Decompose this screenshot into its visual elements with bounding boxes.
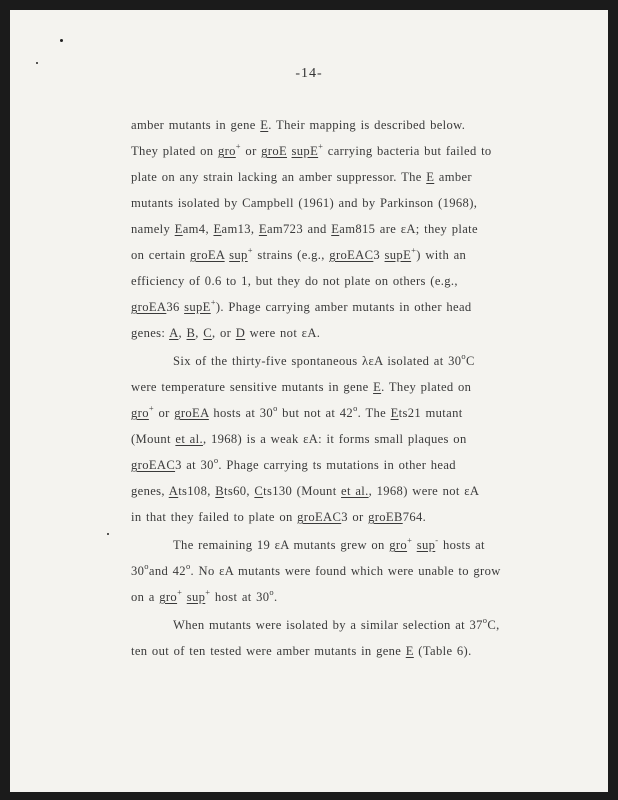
underlined-text: C: [254, 484, 264, 498]
text-span: ts108,: [178, 484, 216, 498]
underlined-text: sup: [229, 248, 248, 262]
text-span: mutants isolated by Campbell (1961) and by Parkinson (1968),: [131, 196, 478, 210]
underlined-text: E: [213, 222, 222, 236]
text-span: ,: [195, 326, 204, 340]
text-span: genes:: [131, 326, 170, 340]
superscript: o: [461, 351, 466, 361]
text-span: hosts at 30: [208, 406, 274, 420]
text-span: or: [154, 406, 175, 420]
superscript: o: [269, 587, 275, 597]
superscript: o: [185, 561, 191, 571]
text-span: 3 or: [341, 510, 369, 524]
text-line: [131, 141, 492, 159]
text-span: (Table 6).: [413, 644, 472, 658]
text-span: on certain: [131, 248, 190, 262]
text-span: (Mount: [131, 432, 176, 446]
text-span: plate on any strain lacking an amber suppressor. The: [131, 170, 427, 184]
text-span: ts130 (Mount: [263, 484, 342, 498]
text-line: [173, 351, 475, 369]
underlined-text: gro: [131, 406, 149, 420]
text-line: [131, 222, 478, 237]
underlined-text: E: [390, 406, 399, 420]
text-span: . The: [357, 406, 391, 420]
underlined-text: sup: [186, 590, 206, 604]
page-number: -14-: [295, 66, 323, 81]
text-span: ts60,: [223, 484, 255, 498]
text-span: 3: [373, 248, 385, 262]
underlined-text: et al.: [341, 484, 369, 498]
text-span: The remaining 19 εA mutants grew on: [173, 538, 390, 552]
text-span: were temperature sensitive mutants in gene: [131, 380, 374, 394]
text-span: genes,: [131, 484, 169, 498]
text-span: am815 are εA; they plate: [339, 222, 478, 236]
superscript: o: [482, 615, 488, 625]
underlined-text: A: [169, 326, 179, 340]
text-span: strains (e.g.,: [252, 248, 330, 262]
superscript: o: [353, 403, 358, 413]
superscript: +: [247, 245, 253, 255]
underlined-text: supE: [384, 248, 412, 262]
text-line: [131, 403, 463, 421]
text-span: in that they failed to plate on: [131, 510, 298, 524]
superscript: +: [235, 141, 241, 151]
text-span: .: [274, 590, 278, 604]
text-span: were not εA.: [245, 326, 321, 340]
text-span: am4,: [182, 222, 214, 236]
text-span: am723 and: [266, 222, 332, 236]
text-line: [131, 432, 467, 447]
text-line: [131, 245, 467, 263]
text-span: C,: [487, 618, 500, 632]
underlined-text: E: [373, 380, 382, 394]
text-span: . Their mapping is described below.: [268, 118, 466, 132]
text-span: , 1968) is a weak εA: it forms small plaques on: [202, 432, 467, 446]
text-span: on a: [131, 590, 160, 604]
text-line: [131, 118, 465, 133]
text-span: amber mutants in gene: [131, 118, 261, 132]
text-line: [131, 196, 477, 211]
text-span: . Phage carrying ts mutations in other head: [218, 458, 456, 472]
superscript: +: [411, 245, 417, 255]
superscript: +: [210, 297, 216, 307]
text-line: [131, 644, 472, 659]
text-line: [131, 326, 320, 341]
text-span: 3 at 30: [175, 458, 214, 472]
text-span: 764.: [402, 510, 427, 524]
text-span: ts21 mutant: [398, 406, 463, 420]
text-span: 36: [166, 300, 185, 314]
underlined-text: B: [186, 326, 196, 340]
underlined-text: D: [235, 326, 246, 340]
underlined-text: gro: [217, 144, 236, 158]
underlined-text: B: [215, 484, 224, 498]
underlined-text: groE: [261, 144, 288, 158]
underlined-text: gro: [159, 590, 178, 604]
underlined-text: E: [174, 222, 183, 236]
text-line: [131, 510, 426, 525]
superscript: o: [213, 455, 219, 465]
underlined-text: E: [426, 170, 435, 184]
text-span: ,: [178, 326, 187, 340]
text-line: [131, 561, 501, 579]
underlined-text: sup: [416, 538, 436, 552]
text-span: , 1968) were not εA: [368, 484, 480, 498]
text-span: hosts at: [438, 538, 485, 552]
text-span: . No εA mutants were found which were unable to grow: [190, 564, 501, 578]
superscript: o: [144, 561, 149, 571]
text-line: [173, 615, 500, 633]
underlined-text: A: [168, 484, 179, 498]
text-line: [131, 484, 479, 499]
text-line: [131, 380, 471, 395]
text-line: [131, 274, 458, 289]
underlined-text: groEB: [368, 510, 403, 524]
underlined-text: E: [260, 118, 269, 132]
text-span: and 42: [148, 564, 186, 578]
text-line: [131, 455, 456, 473]
text-span: namely: [131, 222, 175, 236]
text-span: , or: [212, 326, 236, 340]
text-span: 30: [131, 564, 145, 578]
underlined-text: E: [331, 222, 340, 236]
underlined-text: supE: [184, 300, 211, 314]
underlined-text: groEAC: [297, 510, 342, 524]
text-line: [131, 297, 472, 315]
underlined-text: groEAC: [131, 458, 176, 472]
underlined-text: groEA: [174, 406, 209, 420]
underlined-text: et al.: [175, 432, 203, 446]
superscript: -: [435, 535, 439, 545]
text-span: ). Phage carrying amber mutants in other head: [215, 300, 472, 314]
underlined-text: supE: [291, 144, 319, 158]
text-span: host at 30: [210, 590, 270, 604]
text-span: am13,: [221, 222, 259, 236]
underlined-text: E: [405, 644, 414, 658]
text-span: or: [240, 144, 262, 158]
underlined-text: C: [203, 326, 213, 340]
text-span: carrying bacteria but failed to: [323, 144, 492, 158]
underlined-text: groEAC: [329, 248, 374, 262]
text-span: When mutants were isolated by a similar selection at 37: [173, 618, 483, 632]
text-span: C: [466, 354, 475, 368]
text-span: . They plated on: [381, 380, 472, 394]
text-span: Six of the thirty-five spontaneous λεA isolated at 30: [173, 354, 462, 368]
superscript: +: [177, 587, 183, 597]
text-span: efficiency of 0.6 to 1, but they do not plate on others (e.g.,: [131, 274, 458, 288]
underlined-text: E: [258, 222, 267, 236]
text-span: They plated on: [131, 144, 218, 158]
text-line: [131, 170, 472, 185]
underlined-text: gro: [389, 538, 408, 552]
text-line: [131, 587, 278, 605]
text-span: ten out of ten tested were amber mutants in gene: [131, 644, 406, 658]
text-line: [173, 535, 485, 553]
superscript: +: [407, 535, 413, 545]
superscript: +: [318, 141, 324, 151]
text-span: ) with an: [416, 248, 467, 262]
superscript: o: [273, 403, 278, 413]
text-span: amber: [434, 170, 472, 184]
superscript: +: [205, 587, 211, 597]
underlined-text: groEA: [190, 248, 225, 262]
text-span: but not at 42: [277, 406, 354, 420]
underlined-text: groEA: [131, 300, 167, 314]
superscript: +: [148, 403, 154, 413]
